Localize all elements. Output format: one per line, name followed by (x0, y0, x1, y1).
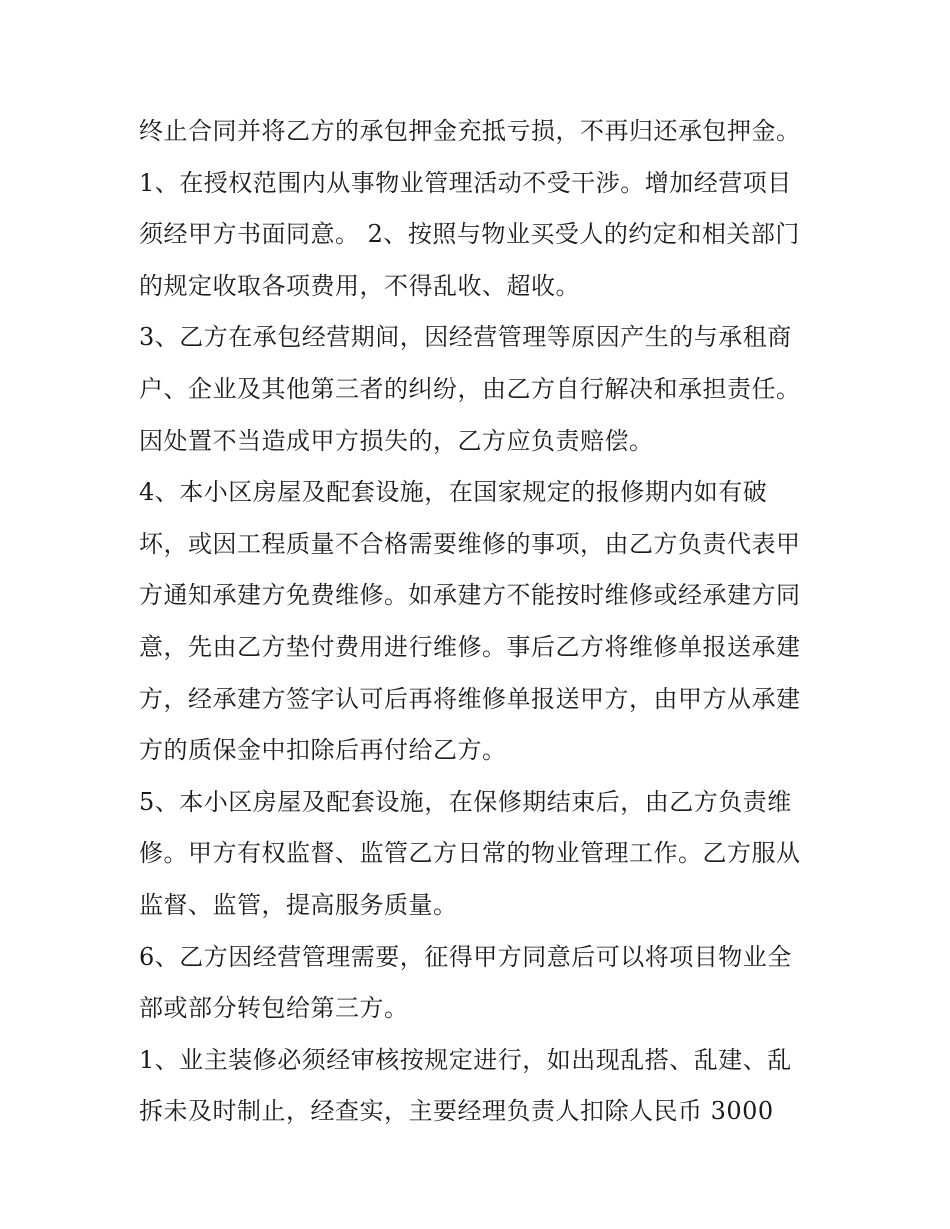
text-line: 因处置不当造成甲方损失的，乙方应负责赔偿。 (139, 426, 654, 455)
text-line: 终止合同并将乙方的承包押金充抵亏损，不再归还承包押金。 (139, 117, 801, 145)
text-line: 须经甲方书面同意。 2、按照与物业买受人的约定和相关部门 (139, 220, 800, 249)
text-line: 6、乙方因经营管理需要，征得甲方同意后可以将项目物业全 (139, 942, 792, 971)
text-line: 5、本小区房屋及配套设施，在保修期结束后，由乙方负责维 (139, 787, 792, 816)
text-line: 监督、监管，提高服务质量。 (139, 890, 458, 919)
document-body (139, 106, 829, 1138)
text-line: 3、乙方在承包经营期间，因经营管理等原因产生的与承租商 (139, 323, 792, 352)
text-line: 的规定收取各项费用，不得乱收、超收。 (139, 271, 580, 300)
text-line: 意，先由乙方垫付费用进行维修。事后乙方将维修单报送承建 (139, 632, 801, 661)
text-line: 4、本小区房屋及配套设施，在国家规定的报修期内如有破 (139, 478, 768, 507)
text-line: 方通知承建方免费维修。如承建方不能按时维修或经承建方同 (139, 581, 801, 610)
text-line: 修。甲方有权监督、监管乙方日常的物业管理工作。乙方服从 (139, 839, 801, 868)
text-line: 方，经承建方签字认可后再将维修单报送甲方，由甲方从承建 (139, 684, 801, 713)
text-line: 户、企业及其他第三者的纠纷，由乙方自行解决和承担责任。 (139, 374, 801, 403)
text-line: 部或部分转包给第三方。 (139, 994, 409, 1023)
text-line: 坏，或因工程质量不合格需要维修的事项，由乙方负责代表甲 (139, 529, 801, 558)
text-line: 拆未及时制止，经查实，主要经理负责人扣除人民币 3000 (139, 1097, 774, 1126)
text-line: 方的质保金中扣除后再付给乙方。 (139, 736, 507, 765)
text-line: 1、在授权范围内从事物业管理活动不受干涉。增加经营项目 (139, 168, 792, 197)
text-line: 1、业主装修必须经审核按规定进行，如出现乱搭、乱建、乱 (139, 1045, 792, 1074)
